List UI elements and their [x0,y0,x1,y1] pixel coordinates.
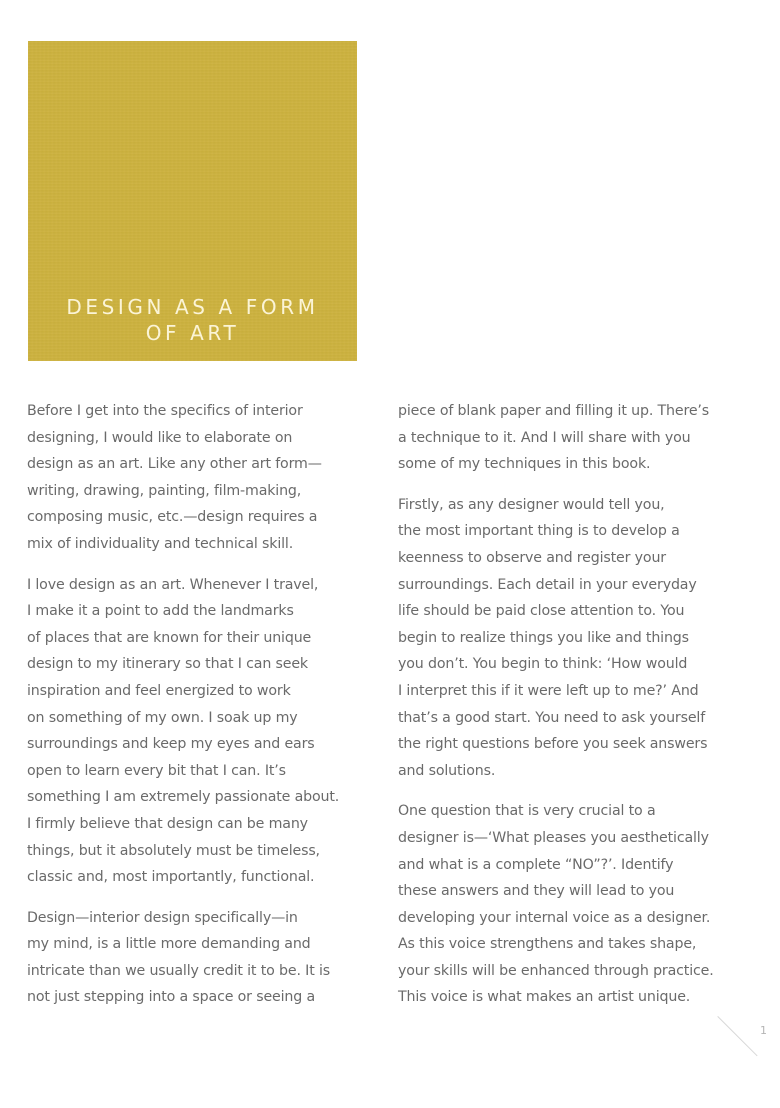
text-line: mix of individuality and technical skill. [27,535,294,552]
text-line: I firmly believe that design can be many [27,815,308,832]
text-line: As this voice strengthens and takes shape, [398,936,697,953]
text-line: the right questions before you seek answers [398,736,708,753]
text-line: designing, I would like to elaborate on [27,429,293,446]
text-line: something I am extremely passionate about. [27,789,340,806]
paragraph-intro [27,398,372,558]
text-line: classic and, most importantly, functional. [27,869,315,886]
chapter-title-line: DESIGN AS A FORM [66,295,319,319]
right-column [398,398,743,1025]
text-line: these answers and they will lead to you [398,883,675,900]
text-line: design to my itinerary so that I can seek [27,656,308,673]
text-line: intricate than we usually credit it to be. It is [27,962,330,979]
text-line: surroundings. Each detail in your everyday [398,576,697,593]
text-line: on something of my own. I soak up my [27,709,298,726]
text-line: design as an art. Like any other art form— [27,456,322,473]
paragraph-interior-design [27,905,372,1011]
text-line: designer is—‘What pleases you aesthetically [398,829,709,846]
text-line: I interpret this if it were left up to me?’ And [398,682,699,699]
text-line: that’s a good start. You need to ask yourself [398,709,706,726]
chapter-title-box [28,41,357,361]
chapter-title [28,294,357,346]
text-line: inspiration and feel energized to work [27,682,291,699]
text-line: keenness to observe and register your [398,549,666,566]
text-line: you don’t. You begin to think: ‘How would [398,656,688,673]
text-line: some of my techniques in this book. [398,456,651,473]
text-line: not just stepping into a space or seeing a [27,989,316,1006]
text-line: piece of blank paper and filling it up. There’s [398,403,710,419]
text-line: and solutions. [398,762,496,779]
text-line: I love design as an art. Whenever I travel, [27,576,319,593]
chapter-title-line: OF ART [145,321,240,345]
page-number: 1 [760,1024,767,1037]
text-line: your skills will be enhanced through practice. [398,962,714,979]
text-line: life should be paid close attention to. You [398,603,685,620]
text-line: I make it a point to add the landmarks [27,603,294,620]
text-line: and what is a complete “NO”?’. Identify [398,856,674,873]
text-line: my mind, is a little more demanding and [27,936,311,953]
text-line: developing your internal voice as a designer. [398,909,711,926]
text-line: things, but it absolutely must be timeless, [27,842,320,859]
text-line: This voice is what makes an artist unique. [398,989,691,1006]
text-line: begin to realize things you like and things [398,629,689,646]
text-line: Firstly, as any designer would tell you, [398,496,665,513]
text-line: writing, drawing, painting, film-making, [27,482,302,499]
paragraph-blank-paper [398,398,743,478]
text-line: of places that are known for their unique [27,629,312,646]
text-line: Before I get into the specifics of interior [27,403,303,419]
text-line: a technique to it. And I will share with you [398,429,691,446]
text-line: the most important thing is to develop a [398,523,680,540]
text-line: surroundings and keep my eyes and ears [27,736,315,753]
paragraph-love-design [27,572,372,891]
paragraph-observe [398,492,743,785]
left-column [27,398,372,1025]
paragraph-internal-voice [398,798,743,1011]
text-line: Design—interior design specifically—in [27,909,298,926]
text-line: One question that is very crucial to a [398,803,656,820]
text-line: composing music, etc.—design requires a [27,509,318,526]
text-line: open to learn every bit that I can. It’s [27,762,286,779]
